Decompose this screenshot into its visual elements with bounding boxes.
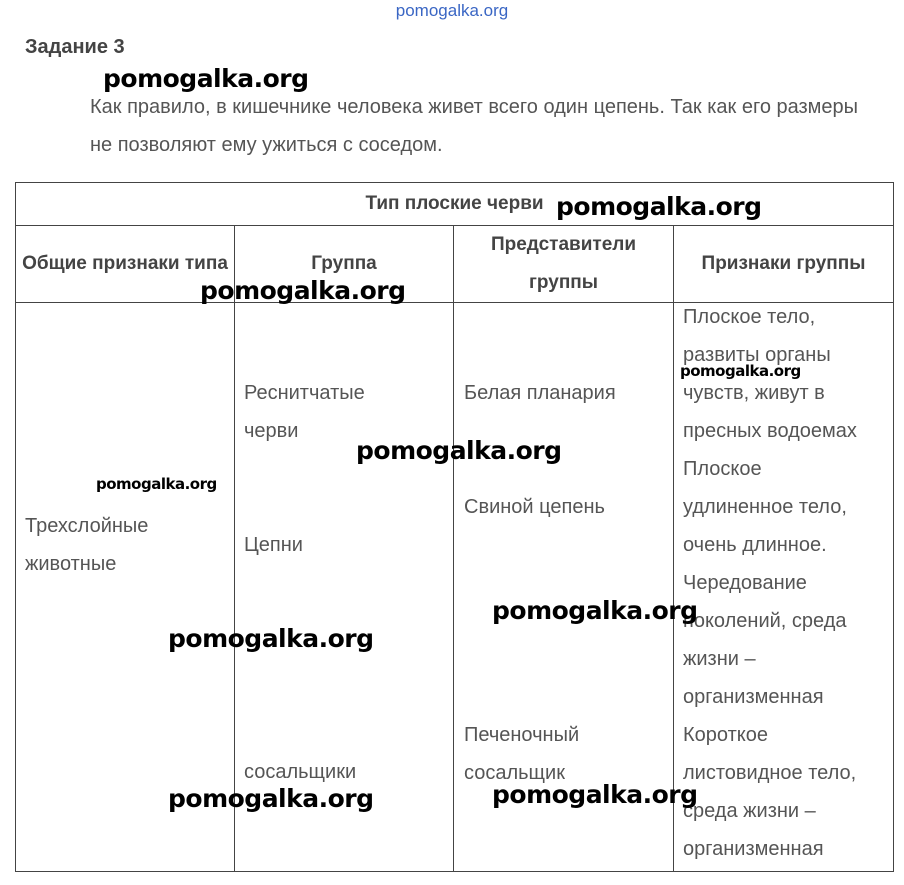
header-group: Группа xyxy=(235,226,454,303)
group-sign-line: поколений, среда xyxy=(683,610,847,632)
group-name-line: черви xyxy=(244,420,299,442)
header-group-signs: Признаки группы xyxy=(674,226,894,303)
group-sign-line: Плоское xyxy=(683,458,762,480)
group-sign-line: пресных водоемах xyxy=(683,420,857,442)
common-signs-line: животные xyxy=(25,553,117,575)
group-sign-line: удлиненное тело, xyxy=(683,496,847,518)
watermark: pomogalka.org xyxy=(556,192,762,221)
group-name-line: Реснитчатые xyxy=(244,382,365,404)
group-sign-line: Плоское тело, xyxy=(683,306,816,328)
representative-line: Свиной цепень xyxy=(464,496,605,518)
answer-text: Как правило, в кишечнике человека живет всего один цепень. Так как его размеры не позволяют ему ужиться с соседом. xyxy=(90,96,859,156)
watermark: pomogalka.org xyxy=(200,276,406,305)
header-common-signs: Общие признаки типа xyxy=(16,226,235,303)
group-sign-line: листовидное тело, xyxy=(683,762,857,784)
watermark: pomogalka.org xyxy=(168,624,374,653)
group-sign-line: организменная xyxy=(683,686,824,708)
representative-line: сосальщик xyxy=(464,762,565,784)
watermark: pomogalka.org xyxy=(356,436,562,465)
group-sign-line: среда жизни – xyxy=(683,800,816,822)
watermark: pomogalka.org xyxy=(103,64,309,93)
group-name-line: сосальщики xyxy=(244,761,357,783)
watermark: pomogalka.org xyxy=(96,475,217,493)
group-sign-line: организменная xyxy=(683,838,824,860)
group-sign-line: очень длинное. xyxy=(683,534,827,556)
watermark: pomogalka.org xyxy=(492,780,698,809)
group-sign-line: чувств, живут в xyxy=(683,382,825,404)
group-sign-line: Чередование xyxy=(683,572,807,594)
watermark: pomogalka.org xyxy=(680,362,801,380)
watermark: pomogalka.org xyxy=(168,784,374,813)
site-header-link[interactable]: pomogalka.org xyxy=(395,1,509,20)
group-sign-line: Короткое xyxy=(683,724,768,746)
group-sign-line: жизни – xyxy=(683,648,756,670)
flatworms-table xyxy=(15,182,894,872)
common-signs-line: Трехслойные xyxy=(25,515,149,537)
group-sign-line: развиты органы xyxy=(683,344,831,366)
table-title: Тип плоские черви xyxy=(16,183,894,226)
group-signs-cell xyxy=(674,303,894,872)
watermark: pomogalka.org xyxy=(492,596,698,625)
group-name-line: Цепни xyxy=(244,534,303,556)
representative-line: Печеночный xyxy=(464,724,580,746)
header-representatives: Представители группы xyxy=(454,226,674,303)
representative-line: Белая планария xyxy=(464,382,616,404)
task-title: Задание 3 xyxy=(25,36,125,58)
